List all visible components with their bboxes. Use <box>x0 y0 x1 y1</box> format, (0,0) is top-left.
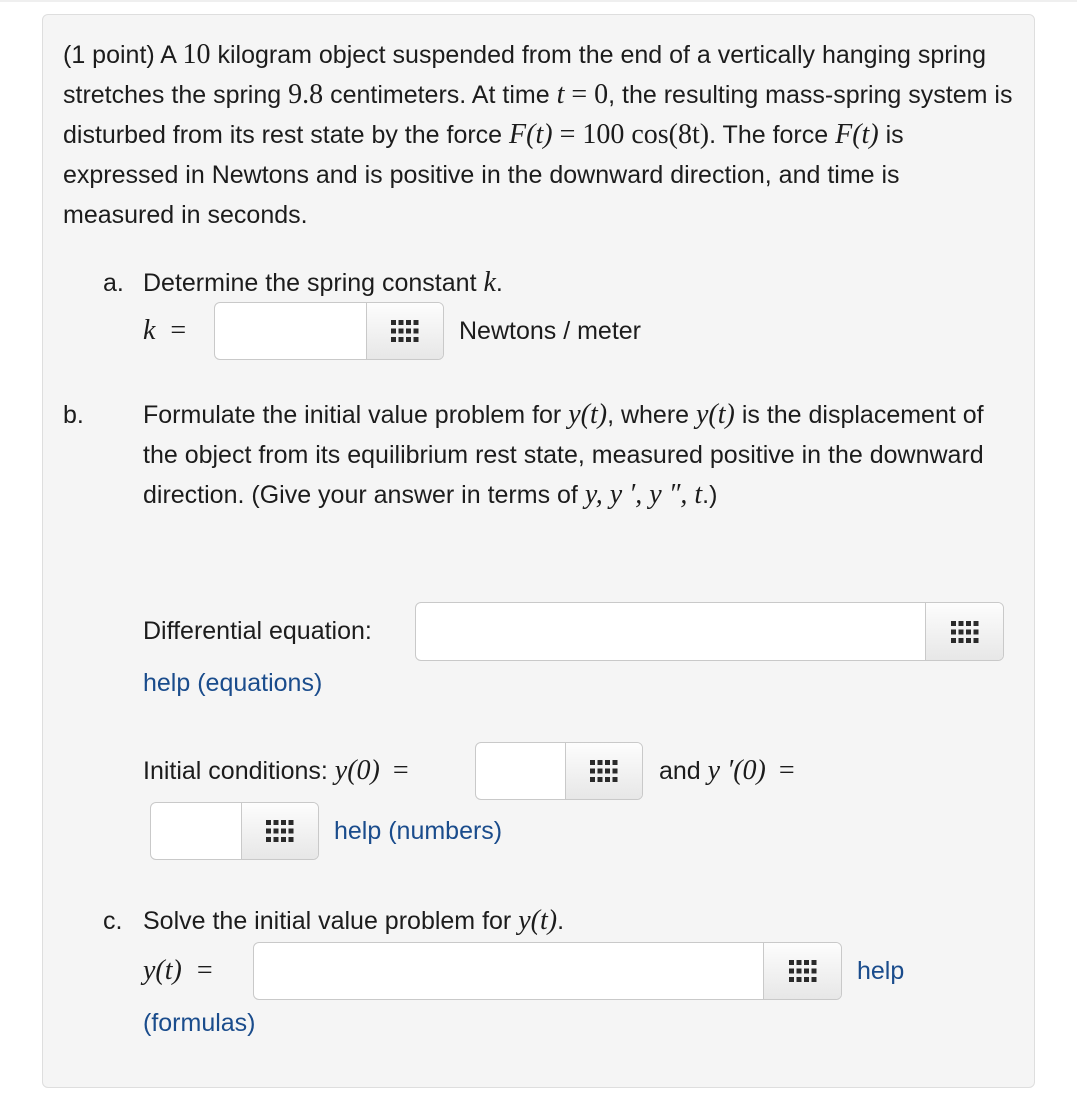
ic-label <box>143 751 409 791</box>
time-var: t <box>556 79 565 110</box>
k-label <box>143 311 186 351</box>
de-grid-icon[interactable] <box>925 603 1003 660</box>
yp0-answer-input[interactable] <box>150 802 319 860</box>
part-c-marker: c. <box>103 907 123 935</box>
help-formulas-link[interactable]: help <box>857 957 905 985</box>
intro-text: kilogram object suspended from the end of a vertically hanging spring stretches the spring <box>63 41 986 109</box>
yp0-equals: = <box>778 755 795 786</box>
yt-lhs: y(t) <box>143 955 182 986</box>
y0-lhs: y(0) <box>334 755 380 786</box>
force-sentence-end: is expressed in Newtons and is positive in the downward direction, and time is measured in seconds. <box>63 121 904 229</box>
mass-value: 10 <box>182 39 211 70</box>
part-c-text: Solve the initial value problem for <box>143 907 512 935</box>
yt-answer-input[interactable] <box>253 942 842 1000</box>
part-b-mid: , where <box>607 401 690 429</box>
yt-label <box>143 951 213 991</box>
part-b-terms: y, y ′, y ″, t <box>584 479 703 510</box>
yp0-lhs: y ′(0) <box>707 755 766 786</box>
part-a-period: . <box>495 269 503 297</box>
part-c-question <box>103 901 564 941</box>
force-lhs: F(t) <box>509 119 553 150</box>
formulas-link[interactable]: (formulas) <box>143 1009 256 1037</box>
part-b-question <box>63 395 1023 515</box>
part-a-question <box>103 263 503 303</box>
stretch-unit: centimeters. At time <box>330 81 550 109</box>
top-divider <box>0 0 1077 2</box>
part-b-prefix: Formulate the initial value problem for <box>143 401 562 429</box>
yp0-grid-icon[interactable] <box>241 803 318 859</box>
disturb-text: , the resulting mass-spring system is disturbed from its rest state by the force <box>63 81 1013 149</box>
and-text: and <box>659 757 701 785</box>
part-b-end: .) <box>702 481 718 509</box>
force-name: F(t) <box>835 119 879 150</box>
k-grid-icon[interactable] <box>366 303 443 359</box>
part-c-y: y(t) <box>518 905 558 936</box>
stretch-value: 9.8 <box>288 79 324 110</box>
k-lhs: k <box>143 315 156 346</box>
y0-equals: = <box>392 755 409 786</box>
yt-grid-icon[interactable] <box>763 943 841 999</box>
part-a-marker: a. <box>103 269 124 297</box>
part-b-y2: y(t) <box>696 399 735 430</box>
k-equals: = <box>170 315 187 346</box>
intro-prefix: (1 point) A <box>63 41 176 69</box>
k-answer-input[interactable] <box>214 302 444 360</box>
y0-grid-icon[interactable] <box>565 743 642 799</box>
help-numbers-link[interactable]: help (numbers) <box>334 817 503 845</box>
yt-equals: = <box>196 955 213 986</box>
de-answer-input[interactable] <box>415 602 1004 661</box>
part-b-marker: b. <box>63 401 84 429</box>
ic-label-text: Initial conditions: <box>143 757 328 785</box>
k-unit: Newtons / meter <box>459 317 642 345</box>
de-label: Differential equation: <box>143 617 372 645</box>
part-c-period: . <box>557 907 565 935</box>
y0-answer-input[interactable] <box>475 742 643 800</box>
help-equations-link[interactable]: help (equations) <box>143 669 323 697</box>
part-a-text: Determine the spring constant <box>143 269 477 297</box>
yp0-label <box>659 751 795 791</box>
force-rhs: = 100 cos(8t) <box>552 119 710 150</box>
part-b-y: y(t) <box>568 399 608 430</box>
part-b-rest: is the displacement of the object from its equilibrium rest state, measured positive in the downward direction. (Give your answer in terms of <box>143 401 984 509</box>
problem-statement <box>63 35 1013 235</box>
time-zero: = 0 <box>564 79 609 110</box>
part-a-var: k <box>483 267 496 298</box>
problem-panel <box>42 14 1035 1088</box>
force-sentence-mid: . The force <box>709 121 829 149</box>
